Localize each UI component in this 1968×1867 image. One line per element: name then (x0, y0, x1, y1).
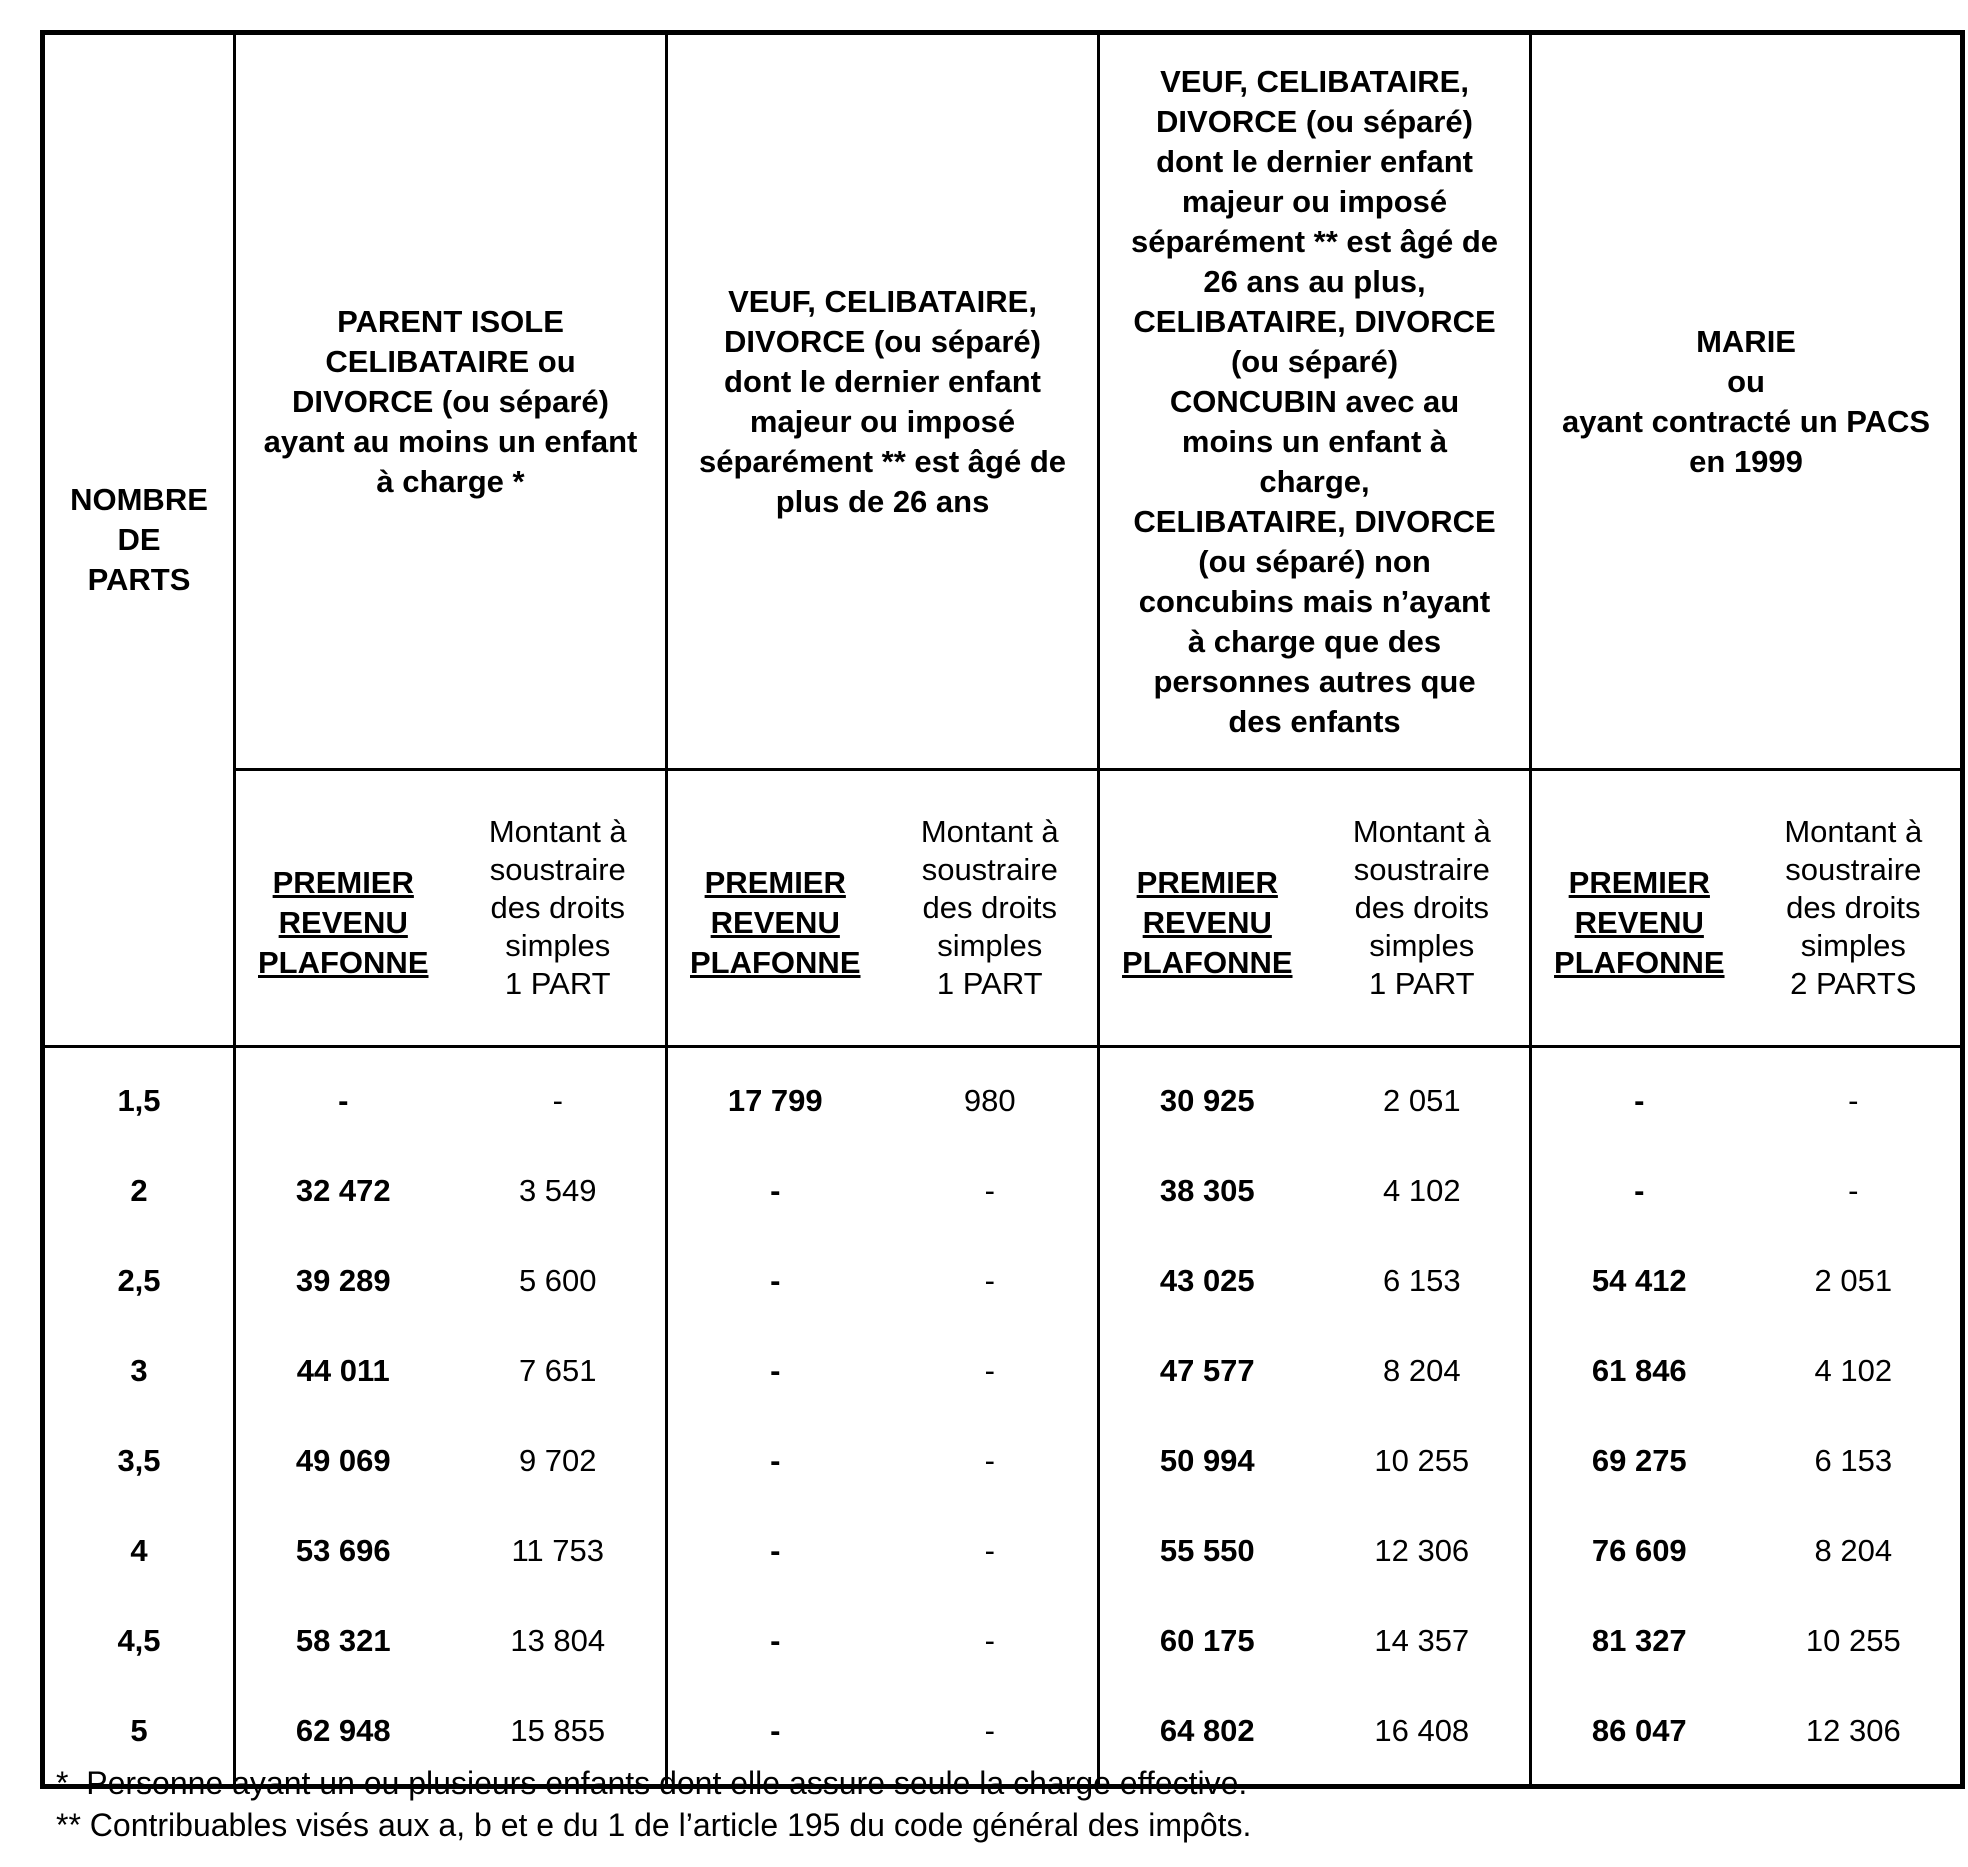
montant-line: 1 PART (936, 966, 1043, 1001)
category-header-line: DIVORCE (ou séparé) (1156, 103, 1473, 139)
montant-cell: 980 (963, 1083, 1016, 1118)
montant-header (1747, 770, 1963, 1047)
montant-line: soustraire (1785, 852, 1922, 887)
parts-header-line: DE (117, 522, 161, 557)
montant-line: 1 PART (1368, 966, 1475, 1001)
montant-cell: 14 357 (1374, 1623, 1470, 1658)
premier-revenu-cell: 62 948 (295, 1713, 391, 1748)
premier-revenu-cell: - (1531, 1047, 1747, 1147)
category-header-line: charge, (1259, 463, 1370, 499)
category-header-3 (1099, 33, 1531, 770)
parts-cell: 5 (43, 1686, 235, 1787)
table-row (43, 1416, 1963, 1506)
premier-revenu-cell: 32 472 (295, 1173, 391, 1208)
category-header-line: DIVORCE (ou séparé) (292, 383, 609, 419)
montant-cell: 2 051 (1382, 1083, 1461, 1118)
premier-revenu-cell: - (667, 1146, 883, 1236)
premier-revenu-line: PREMIER (1136, 865, 1278, 900)
parts-cell: 3 (43, 1326, 235, 1416)
premier-revenu-cell: 61 846 (1531, 1326, 1747, 1416)
table-row (43, 1326, 1963, 1416)
montant-cell: 4 102 (1382, 1173, 1461, 1208)
premier-revenu-cell: 50 994 (1099, 1416, 1315, 1506)
category-header-line: majeur ou imposé (749, 403, 1016, 439)
montant-line: des droits (1354, 890, 1489, 925)
montant-cell: - (1848, 1173, 1859, 1208)
category-header-line: ou (1727, 363, 1765, 399)
premier-revenu-line: PLAFONNE (1554, 945, 1725, 980)
premier-revenu-line: PREMIER (1568, 865, 1710, 900)
montant-cell: 7 651 (518, 1353, 597, 1388)
montant-cell: 5 600 (518, 1263, 597, 1298)
premier-revenu-cell: 81 327 (1531, 1596, 1747, 1686)
montant-line: 2 PARTS (1790, 966, 1917, 1001)
montant-line: 1 PART (504, 966, 611, 1001)
premier-revenu-line: PLAFONNE (1122, 945, 1293, 980)
montant-cell: - (984, 1263, 995, 1298)
montant-line: soustraire (489, 852, 626, 887)
parts-cell: 4,5 (43, 1596, 235, 1686)
montant-cell: 6 153 (1814, 1443, 1893, 1478)
montant-cell: 15 855 (510, 1713, 606, 1748)
premier-revenu-line: PLAFONNE (258, 945, 429, 980)
premier-revenu-cell: 44 011 (296, 1353, 390, 1388)
montant-cell: 2 051 (1814, 1263, 1893, 1298)
premier-revenu-line: REVENU (278, 905, 408, 940)
category-header-line: à charge * (376, 463, 525, 499)
premier-revenu-cell: - (1531, 1146, 1747, 1236)
premier-revenu-cell: 53 696 (295, 1533, 391, 1568)
category-header-line: CONCUBIN avec au (1169, 383, 1460, 419)
premier-revenu-cell: - (338, 1083, 349, 1118)
montant-line: des droits (490, 890, 625, 925)
premier-revenu-header (1531, 770, 1747, 1047)
category-header-line: dont le dernier enfant (1156, 143, 1473, 179)
premier-revenu-cell: 39 289 (295, 1263, 391, 1298)
montant-cell: - (984, 1443, 995, 1478)
montant-line: Montant à (488, 814, 627, 849)
category-header-row (43, 33, 1963, 770)
category-header-line: des enfants (1228, 703, 1401, 739)
category-header-line: CELIBATAIRE ou (325, 343, 576, 379)
premier-revenu-cell: 64 802 (1099, 1686, 1315, 1787)
premier-revenu-cell: 17 799 (667, 1047, 883, 1147)
montant-cell: 10 255 (1374, 1443, 1470, 1478)
category-header-line: VEUF, CELIBATAIRE, (728, 283, 1037, 319)
premier-revenu-cell: 49 069 (295, 1443, 391, 1478)
premier-revenu-cell: 60 175 (1099, 1596, 1315, 1686)
premier-revenu-cell: 86 047 (1531, 1686, 1747, 1787)
premier-revenu-header (235, 770, 451, 1047)
category-header-line: DIVORCE (ou séparé) (724, 323, 1041, 359)
montant-line: simples (1369, 928, 1475, 963)
premier-revenu-header (667, 770, 883, 1047)
footnotes (56, 1762, 1936, 1846)
premier-revenu-cell: - (667, 1416, 883, 1506)
premier-revenu-header (1099, 770, 1315, 1047)
premier-revenu-cell: - (667, 1686, 883, 1787)
category-header-line: en 1999 (1689, 443, 1803, 479)
category-header-line: plus de 26 ans (775, 483, 990, 519)
montant-cell: 6 153 (1382, 1263, 1461, 1298)
parts-cell: 2 (43, 1146, 235, 1236)
premier-revenu-cell: 76 609 (1531, 1506, 1747, 1596)
category-header-line: concubins mais n’ayant (1138, 583, 1491, 619)
category-header-line: (ou séparé) (1230, 343, 1399, 379)
montant-line: simples (505, 928, 611, 963)
premier-revenu-cell: - (667, 1326, 883, 1416)
montant-line: simples (1800, 928, 1906, 963)
montant-line: soustraire (1353, 852, 1490, 887)
parts-cell: 2,5 (43, 1236, 235, 1326)
premier-revenu-cell: 38 305 (1099, 1146, 1315, 1236)
category-header-line: VEUF, CELIBATAIRE, (1160, 63, 1469, 99)
montant-cell: - (1848, 1083, 1859, 1118)
montant-cell: - (552, 1083, 563, 1118)
premier-revenu-cell: 55 550 (1099, 1506, 1315, 1596)
parts-cell: 3,5 (43, 1416, 235, 1506)
category-header-4 (1531, 33, 1963, 770)
montant-cell: 9 702 (518, 1443, 597, 1478)
montant-cell: - (984, 1173, 995, 1208)
category-header-line: ayant contracté un PACS (1562, 403, 1931, 439)
category-header-1 (235, 33, 667, 770)
footnote-single-asterisk: * Personne ayant un ou plusieurs enfants dont elle assure seule la charge effective. (56, 1765, 1248, 1801)
category-header-line: à charge que des (1187, 623, 1442, 659)
category-header-2 (667, 33, 1099, 770)
category-header-line: (ou séparé) non (1198, 543, 1431, 579)
premier-revenu-line: REVENU (1142, 905, 1272, 940)
category-header-line: ayant au moins un enfant (263, 423, 638, 459)
premier-revenu-cell: 54 412 (1531, 1236, 1747, 1326)
category-header-line: séparément ** est âgé de (699, 443, 1067, 479)
table-row (43, 1506, 1963, 1596)
table-row (43, 1596, 1963, 1686)
parts-cell: 4 (43, 1506, 235, 1596)
table-row (43, 1236, 1963, 1326)
montant-cell: 12 306 (1374, 1533, 1470, 1568)
montant-header (1315, 770, 1531, 1047)
category-header-line: PARENT ISOLE (337, 303, 564, 339)
montant-header (883, 770, 1099, 1047)
table-row (43, 1047, 1963, 1147)
montant-line: simples (937, 928, 1043, 963)
premier-revenu-line: PLAFONNE (690, 945, 861, 980)
category-header-line: dont le dernier enfant (724, 363, 1041, 399)
montant-header (451, 770, 667, 1047)
montant-line: des droits (922, 890, 1057, 925)
premier-revenu-cell: 69 275 (1531, 1416, 1747, 1506)
parts-header-line: PARTS (87, 562, 191, 597)
montant-cell: 12 306 (1805, 1713, 1901, 1748)
montant-line: Montant à (1784, 814, 1923, 849)
category-header-line: 26 ans au plus, (1203, 263, 1426, 299)
category-header-line: MARIE (1696, 323, 1796, 359)
premier-revenu-cell: - (667, 1506, 883, 1596)
category-header-line: CELIBATAIRE, DIVORCE (1133, 303, 1496, 339)
table-row (43, 1146, 1963, 1236)
footnote-double-asterisk: ** Contribuables visés aux a, b et e du 1 de l’article 195 du code général des impôts. (56, 1807, 1252, 1843)
category-header-line: CELIBATAIRE, DIVORCE (1133, 503, 1496, 539)
montant-cell: 3 549 (518, 1173, 597, 1208)
montant-cell: - (984, 1353, 995, 1388)
montant-cell: - (984, 1623, 995, 1658)
category-header-line: séparément ** est âgé de (1131, 223, 1499, 259)
parts-header-line: NOMBRE (70, 482, 208, 517)
tax-threshold-table (40, 30, 1965, 1789)
sub-header-row (43, 770, 1963, 1047)
montant-cell: 11 753 (511, 1533, 604, 1568)
premier-revenu-cell: 30 925 (1099, 1047, 1315, 1147)
montant-cell: - (984, 1713, 995, 1748)
category-header-line: moins un enfant à (1181, 423, 1448, 459)
montant-line: Montant à (920, 814, 1059, 849)
montant-line: des droits (1786, 890, 1921, 925)
montant-cell: 4 102 (1814, 1353, 1893, 1388)
premier-revenu-cell: 47 577 (1099, 1326, 1315, 1416)
category-header-line: majeur ou imposé (1181, 183, 1448, 219)
montant-cell: - (984, 1533, 995, 1568)
montant-cell: 10 255 (1805, 1623, 1901, 1658)
premier-revenu-line: REVENU (710, 905, 840, 940)
premier-revenu-cell: 58 321 (295, 1623, 391, 1658)
category-header-line: personnes autres que (1153, 663, 1476, 699)
montant-line: soustraire (921, 852, 1058, 887)
premier-revenu-cell: - (667, 1236, 883, 1326)
montant-cell: 16 408 (1374, 1713, 1470, 1748)
premier-revenu-line: PREMIER (704, 865, 846, 900)
premier-revenu-cell: 43 025 (1099, 1236, 1315, 1326)
montant-cell: 8 204 (1814, 1533, 1893, 1568)
premier-revenu-line: PREMIER (272, 865, 414, 900)
montant-cell: 8 204 (1382, 1353, 1461, 1388)
parts-column-header (43, 33, 235, 1047)
montant-cell: 13 804 (510, 1623, 606, 1658)
premier-revenu-line: REVENU (1574, 905, 1704, 940)
premier-revenu-cell: - (667, 1596, 883, 1686)
parts-cell: 1,5 (43, 1047, 235, 1147)
montant-line: Montant à (1352, 814, 1491, 849)
